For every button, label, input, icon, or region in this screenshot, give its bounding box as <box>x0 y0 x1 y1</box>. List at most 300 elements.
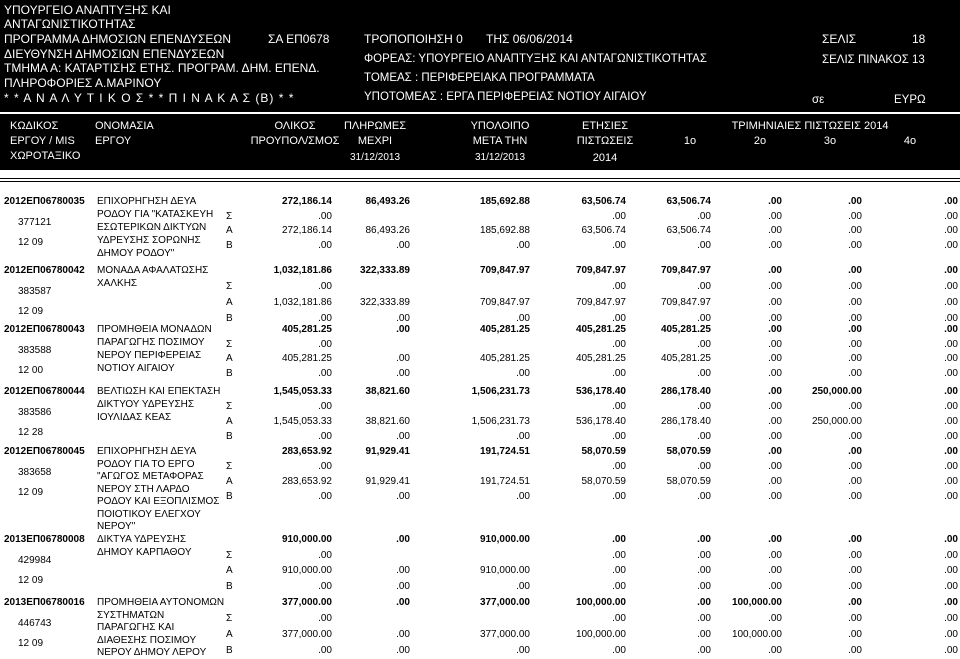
quarter-2-credit: .00 <box>768 225 782 237</box>
quarter-2-credit: .00 <box>768 367 782 379</box>
total-budget: 910,000.00 <box>281 534 332 545</box>
payments-to-date: .00 <box>396 565 410 576</box>
project-spatial-code: 12 09 <box>18 638 44 649</box>
annual-credit: .00 <box>612 580 626 592</box>
row-type-tag: Α <box>226 225 233 237</box>
info-line: ΠΛΗΡΟΦΟΡΙΕΣ Α.ΜΑΡΙΝΟΥ <box>4 76 162 90</box>
quarter-3-credit: .00 <box>848 645 862 656</box>
annual-credit: .00 <box>612 549 626 561</box>
quarter-4-credit: .00 <box>944 446 958 457</box>
quarter-4-credit: .00 <box>944 386 958 397</box>
sector-line: ΤΟΜΕΑΣ : ΠΕΡΙΦΕΡΕΙΑΚΑ ΠΡΟΓΡΑΜΜΑΤΑ <box>364 72 595 84</box>
quarter-3-credit: .00 <box>848 338 862 350</box>
quarter-4-credit: .00 <box>944 549 958 561</box>
quarter-1-credit: 709,847.97 <box>660 265 711 276</box>
payments-to-date: .00 <box>396 239 410 251</box>
col-total-1: ΟΛΙΚΟΣ <box>274 120 316 132</box>
annual-credit: .00 <box>612 534 626 545</box>
quarter-2-credit: .00 <box>768 461 782 472</box>
col-q3: 3ο <box>823 135 837 147</box>
project-name-line: ΠΑΡΑΓΩΓΗΣ ΠΟΣΙΜΟΥ <box>97 337 205 348</box>
annual-credit: 405,281.25 <box>575 353 626 364</box>
col-code-2: ΕΡΓΟΥ / MIS <box>10 135 75 147</box>
page-number: 18 <box>912 32 926 46</box>
quarter-3-credit: .00 <box>848 324 862 335</box>
project-name-line: ΥΔΡΕΥΣΗΣ ΣΟΡΩΝΗΣ <box>97 235 201 246</box>
remaining-balance: 377,000.00 <box>479 597 530 608</box>
quarter-2-credit: .00 <box>768 613 782 624</box>
quarter-2-credit: .00 <box>768 196 782 207</box>
annual-credit: .00 <box>612 367 626 379</box>
col-paid-2: ΜΕΧΡΙ <box>357 135 393 147</box>
remaining-balance: 191,724.51 <box>479 446 530 457</box>
payments-to-date: .00 <box>396 534 410 545</box>
remaining-balance: .00 <box>516 367 530 379</box>
quarter-4-credit: .00 <box>944 196 958 207</box>
annual-credit: .00 <box>612 431 626 442</box>
annual-credit: 100,000.00 <box>575 597 626 608</box>
payments-to-date: .00 <box>396 491 410 502</box>
quarter-4-credit: .00 <box>944 491 958 502</box>
payments-to-date: 91,929.41 <box>365 446 410 457</box>
quarter-4-credit: .00 <box>944 431 958 442</box>
page-label: ΣΕΛΙΣ <box>822 32 857 46</box>
quarter-1-credit: 286,178.40 <box>660 416 711 427</box>
total-budget: .00 <box>318 580 332 592</box>
col-q1: 1ο <box>683 135 697 147</box>
project-name-line: ΡΟΔΟΥ ΚΑΙ ΕΞΟΠΛΙΣΜΟΣ <box>97 496 220 507</box>
quarter-2-credit: .00 <box>768 386 782 397</box>
quarter-3-credit: .00 <box>848 476 862 487</box>
quarter-3-credit: .00 <box>848 401 862 412</box>
programme-line: ΠΡΟΓΡΑΜΜΑ ΔΗΜΟΣΙΩΝ ΕΠΕΝΔΥΣΕΩΝ <box>4 32 231 46</box>
project-name-line: ΝΕΡΟΥ" <box>97 521 136 532</box>
quarter-1-credit: .00 <box>697 597 711 608</box>
project-name-line: "ΑΓΩΓΟΣ ΜΕΤΑΦΟΡΑΣ <box>97 471 204 482</box>
project-name-line: ΜΟΝΑΔΑ ΑΦΑΛΑΤΩΣΗΣ <box>97 265 209 276</box>
quarter-2-credit: .00 <box>768 491 782 502</box>
project-code: 2012ΕΠ06780044 <box>4 386 85 397</box>
payments-to-date: .00 <box>396 645 410 656</box>
project-mis: 429984 <box>18 555 52 566</box>
quarter-2-credit: .00 <box>768 580 782 592</box>
quarter-2-credit: .00 <box>768 239 782 251</box>
payments-to-date: 322,333.89 <box>359 297 410 308</box>
remaining-balance: .00 <box>516 239 530 251</box>
quarter-3-credit: .00 <box>848 196 862 207</box>
payments-to-date: 322,333.89 <box>359 265 410 276</box>
quarter-3-credit: .00 <box>848 367 862 379</box>
quarter-4-credit: .00 <box>944 281 958 292</box>
total-budget: 377,000.00 <box>281 597 332 608</box>
annual-credit: 709,847.97 <box>575 265 626 276</box>
quarter-4-credit: .00 <box>944 534 958 545</box>
payments-to-date: 38,821.60 <box>365 416 410 427</box>
table-page: ΣΕΛΙΣ ΠΙΝΑΚΟΣ 13 <box>822 54 925 66</box>
report-date: ΤΗΣ 06/06/2014 <box>486 32 573 46</box>
col-rem-2: ΜΕΤΑ ΤΗΝ <box>472 135 528 147</box>
annual-credit: 709,847.97 <box>575 297 626 308</box>
project-name-line: ΒΕΛΤΙΩΣΗ ΚΑΙ ΕΠΕΚΤΑΣΗ <box>97 386 221 397</box>
payments-to-date: .00 <box>396 367 410 379</box>
col-total-2: ΠΡΟΥΠΟΛ/ΣΜΟΣ <box>250 135 340 147</box>
quarter-1-credit: 58,070.59 <box>666 446 711 457</box>
quarter-4-credit: .00 <box>944 265 958 276</box>
project-name-line: ΝΕΡΟΥ ΔΗΜΟΥ ΛΕΡΟΥ <box>97 647 207 658</box>
total-budget: 272,186.14 <box>281 196 332 207</box>
remaining-balance: .00 <box>516 313 530 324</box>
project-mis: 383587 <box>18 286 52 297</box>
quarter-2-credit: .00 <box>768 534 782 545</box>
quarter-1-credit: .00 <box>697 580 711 592</box>
quarter-3-credit: .00 <box>848 549 862 561</box>
quarter-3-credit: .00 <box>848 297 862 308</box>
row-type-tag: Β <box>226 431 233 442</box>
quarter-1-credit: .00 <box>697 491 711 502</box>
quarter-2-credit: .00 <box>768 549 782 561</box>
project-spatial-code: 12 09 <box>18 575 44 586</box>
remaining-balance: 709,847.97 <box>479 297 530 308</box>
quarter-4-credit: .00 <box>944 324 958 335</box>
annual-credit: 58,070.59 <box>581 476 626 487</box>
project-mis: 383588 <box>18 345 52 356</box>
row-type-tag: Σ <box>226 613 233 624</box>
project-spatial-code: 12 28 <box>18 427 44 438</box>
total-budget: 377,000.00 <box>281 629 332 640</box>
quarter-3-credit: .00 <box>848 491 862 502</box>
total-budget: 1,545,053.33 <box>273 386 332 397</box>
payments-to-date: .00 <box>396 597 410 608</box>
quarter-1-credit: 709,847.97 <box>660 297 711 308</box>
row-type-tag: Β <box>226 367 233 379</box>
annual-credit: 63,506.74 <box>581 225 626 237</box>
quarter-1-credit: .00 <box>697 431 711 442</box>
quarter-1-credit: 63,506.74 <box>666 225 711 237</box>
project-name-line: ΔΗΜΟΥ ΡΟΔΟΥ" <box>97 248 175 259</box>
col-name-2: ΕΡΓΟΥ <box>95 135 132 147</box>
remaining-balance: 377,000.00 <box>479 629 530 640</box>
quarter-4-credit: .00 <box>944 629 958 640</box>
quarter-2-credit: .00 <box>768 338 782 350</box>
quarter-3-credit: .00 <box>848 431 862 442</box>
row-type-tag: Σ <box>226 549 233 561</box>
total-budget: 283,653.92 <box>281 476 332 487</box>
row-type-tag: Σ <box>226 461 233 472</box>
quarter-3-credit: .00 <box>848 565 862 576</box>
annual-credit: .00 <box>612 210 626 222</box>
quarter-2-credit: .00 <box>768 353 782 364</box>
quarter-3-credit: .00 <box>848 281 862 292</box>
total-budget: 405,281.25 <box>281 324 332 335</box>
remaining-balance: 910,000.00 <box>479 565 530 576</box>
subsector-line: ΥΠΟΤΟΜΕΑΣ : ΕΡΓΑ ΠΕΡΙΦΕΡΕΙΑΣ ΝΟΤΙΟΥ ΑΙΓΑΙΟΥ <box>364 91 647 103</box>
quarter-1-credit: .00 <box>697 401 711 412</box>
total-budget: 405,281.25 <box>281 353 332 364</box>
project-name-line: ΝΕΡΟΥ ΣΤΗ ΛΑΡΔΟ <box>97 483 190 495</box>
project-name-line: ΔΙΑΘΕΣΗΣ ΠΟΣΙΜΟΥ <box>97 634 197 646</box>
quarter-2-credit: .00 <box>768 210 782 222</box>
project-code: 2012ΕΠ06780045 <box>4 446 85 457</box>
project-name-line: ΕΠΙΧΟΡΗΓΗΣΗ ΔΕΥΑ <box>97 446 197 457</box>
project-name-line: ΣΥΣΤΗΜΑΤΩΝ <box>97 609 165 621</box>
total-budget: .00 <box>318 613 332 624</box>
annual-credit: .00 <box>612 281 626 292</box>
quarter-2-credit: .00 <box>768 401 782 412</box>
total-budget: .00 <box>318 210 332 222</box>
total-budget: 1,545,053.33 <box>273 416 332 427</box>
quarter-4-credit: .00 <box>944 225 958 237</box>
project-spatial-code: 12 00 <box>18 365 44 376</box>
units-se: σε <box>812 94 825 106</box>
payments-to-date: .00 <box>396 324 410 335</box>
ministry-line1: ΥΠΟΥΡΓΕΙΟ ΑΝΑΠΤΥΞΗΣ ΚΑΙ <box>4 3 171 17</box>
quarter-4-credit: .00 <box>944 297 958 308</box>
total-budget: .00 <box>318 491 332 502</box>
quarter-1-credit: 405,281.25 <box>660 324 711 335</box>
row-type-tag: Σ <box>226 210 233 222</box>
project-name-line: ΠΟΙΟΤΙΚΟΥ ΕΛΕΓΧΟΥ <box>97 508 201 520</box>
total-budget: .00 <box>318 338 332 350</box>
row-type-tag: Α <box>226 297 233 308</box>
quarter-1-credit: 405,281.25 <box>660 353 711 364</box>
quarter-3-credit: .00 <box>848 613 862 624</box>
annual-credit: 536,178.40 <box>575 416 626 427</box>
remaining-balance: 185,692.88 <box>479 225 530 237</box>
project-name-line: ΝΕΡΟΥ ΠΕΡΙΦΕΡΕΙΑΣ <box>97 350 202 361</box>
annual-credit: .00 <box>612 461 626 472</box>
total-budget: 910,000.00 <box>281 565 332 576</box>
total-budget: .00 <box>318 431 332 442</box>
row-type-tag: Σ <box>226 401 233 412</box>
remaining-balance: 185,692.88 <box>479 196 530 207</box>
row-type-tag: Σ <box>226 338 233 350</box>
quarter-1-credit: .00 <box>697 549 711 561</box>
quarter-2-credit: .00 <box>768 313 782 324</box>
quarter-3-credit: .00 <box>848 265 862 276</box>
quarter-4-credit: .00 <box>944 367 958 379</box>
remaining-balance: .00 <box>516 580 530 592</box>
quarter-3-credit: .00 <box>848 461 862 472</box>
project-name-line: ΠΡΟΜΗΘΕΙΑ ΜΟΝΑΔΩΝ <box>97 324 212 335</box>
quarter-4-credit: .00 <box>944 401 958 412</box>
payments-to-date: 86,493.26 <box>365 196 410 207</box>
project-name-line: ΔΗΜΟΥ ΚΑΡΠΑΘΟΥ <box>97 547 192 558</box>
total-budget: 283,653.92 <box>281 446 332 457</box>
total-budget: .00 <box>318 367 332 379</box>
quarter-1-credit: .00 <box>697 534 711 545</box>
payments-to-date: .00 <box>396 431 410 442</box>
row-type-tag: Α <box>226 416 233 427</box>
project-name-line: ΔΙΚΤΥΟΥ ΥΔΡΕΥΣΗΣ <box>97 399 195 410</box>
quarter-1-credit: 63,506.74 <box>666 196 711 207</box>
quarter-3-credit: .00 <box>848 597 862 608</box>
header-rule-1 <box>0 178 960 179</box>
project-code: 2013ΕΠ06780016 <box>4 597 85 608</box>
quarter-1-credit: .00 <box>697 645 711 656</box>
quarter-4-credit: .00 <box>944 613 958 624</box>
quarter-2-credit: .00 <box>768 431 782 442</box>
project-mis: 446743 <box>18 618 52 629</box>
payments-to-date: .00 <box>396 580 410 592</box>
quarter-4-credit: .00 <box>944 353 958 364</box>
quarter-2-credit: .00 <box>768 476 782 487</box>
quarter-4-credit: .00 <box>944 597 958 608</box>
total-budget: .00 <box>318 313 332 324</box>
quarter-3-credit: 250,000.00 <box>811 386 862 397</box>
header-rule-2 <box>0 181 960 182</box>
annual-credit: 63,506.74 <box>581 196 626 207</box>
row-type-tag: Α <box>226 476 233 487</box>
project-mis: 377121 <box>18 217 52 228</box>
quarter-3-credit: .00 <box>848 353 862 364</box>
col-rem-3: 31/12/2013 <box>474 152 526 163</box>
col-annual-2: ΠΙΣΤΩΣΕΙΣ <box>576 135 634 147</box>
project-code: 2013ΕΠ06780008 <box>4 534 85 545</box>
quarter-3-credit: .00 <box>848 629 862 640</box>
project-name-line: ΡΟΔΟΥ ΓΙΑ ΤΟ ΕΡΓΟ <box>97 458 195 470</box>
project-name-line: ΙΟΥΛΙΔΑΣ ΚΕΑΣ <box>97 412 172 423</box>
col-paid-1: ΠΛΗΡΩΜΕΣ <box>343 120 407 132</box>
quarter-4-credit: .00 <box>944 239 958 251</box>
total-budget: .00 <box>318 281 332 292</box>
quarter-2-credit: .00 <box>768 297 782 308</box>
total-budget: 1,032,181.86 <box>273 265 332 276</box>
payments-to-date: 86,493.26 <box>365 225 410 237</box>
quarter-4-credit: .00 <box>944 565 958 576</box>
quarter-4-credit: .00 <box>944 476 958 487</box>
col-rem-1: ΥΠΟΛΟΙΠΟ <box>470 120 530 132</box>
row-type-tag: Σ <box>226 281 233 292</box>
report-header <box>0 0 960 112</box>
col-code-1: ΚΩΔΙΚΟΣ <box>10 120 59 132</box>
total-budget: .00 <box>318 401 332 412</box>
quarter-1-credit: .00 <box>697 281 711 292</box>
analytic-title: * * Α Ν Α Λ Υ Τ Ι Κ Ο Σ * * Π Ι Ν Α Κ Α Σ (Β) * * <box>4 91 295 105</box>
quarter-3-credit: .00 <box>848 580 862 592</box>
row-type-tag: Β <box>226 580 233 592</box>
quarter-1-credit: .00 <box>697 313 711 324</box>
quarter-1-credit: .00 <box>697 613 711 624</box>
project-name-line: ΠΡΟΜΗΘΕΙΑ ΑΥΤΟΝΟΜΩΝ <box>97 597 225 608</box>
quarter-4-credit: .00 <box>944 338 958 350</box>
remaining-balance: .00 <box>516 431 530 442</box>
payments-to-date: .00 <box>396 629 410 640</box>
annual-credit: .00 <box>612 338 626 350</box>
quarter-3-credit: .00 <box>848 534 862 545</box>
quarter-2-credit: .00 <box>768 265 782 276</box>
row-type-tag: Β <box>226 239 233 251</box>
quarter-2-credit: .00 <box>768 645 782 656</box>
annual-credit: 536,178.40 <box>575 386 626 397</box>
quarter-1-credit: .00 <box>697 338 711 350</box>
quarter-3-credit: .00 <box>848 313 862 324</box>
annual-credit: .00 <box>612 491 626 502</box>
section-line: ΤΜΗΜΑ Α: ΚΑΤΑΡΤΙΣΗΣ ΕΤΗΣ. ΠΡΟΓΡΑΜ. ΔΗΜ. ΕΠΕΝΔ. <box>4 61 320 75</box>
project-code: 2012ΕΠ06780042 <box>4 265 85 276</box>
annual-credit: .00 <box>612 313 626 324</box>
payments-to-date: 91,929.41 <box>365 476 410 487</box>
quarter-3-credit: .00 <box>848 446 862 457</box>
agency-line: ΦΟΡΕΑΣ: ΥΠΟΥΡΓΕΙΟ ΑΝΑΠΤΥΞΗΣ ΚΑΙ ΑΝΤΑΓΩΝΙΣΤΙΚΟΤΗΤΑΣ <box>364 53 707 65</box>
modification-no: ΤΡΟΠΟΠΟΙΗΣΗ 0 <box>364 32 463 46</box>
project-name-line: ΕΣΩΤΕΡΙΚΩΝ ΔΙΚΤΥΩΝ <box>97 222 207 233</box>
total-budget: .00 <box>318 461 332 472</box>
project-code: 2012ΕΠ06780043 <box>4 324 85 335</box>
quarter-2-credit: .00 <box>768 324 782 335</box>
quarter-1-credit: .00 <box>697 461 711 472</box>
col-q2: 2ο <box>753 135 767 147</box>
row-type-tag: Α <box>226 565 233 576</box>
remaining-balance: 1,506,231.73 <box>471 416 530 427</box>
quarter-3-credit: .00 <box>848 239 862 251</box>
row-type-tag: Α <box>226 353 233 364</box>
remaining-balance: 1,506,231.73 <box>471 386 530 397</box>
remaining-balance: 405,281.25 <box>479 353 530 364</box>
row-type-tag: Β <box>226 313 233 324</box>
annual-credit: .00 <box>612 645 626 656</box>
quarter-2-credit: 100,000.00 <box>731 629 782 640</box>
total-budget: .00 <box>318 239 332 251</box>
quarter-2-credit: .00 <box>768 565 782 576</box>
annual-credit: .00 <box>612 565 626 576</box>
units-eur: ΕΥΡΩ <box>894 94 926 106</box>
sa-code: ΣΑ ΕΠ0678 <box>268 32 330 46</box>
project-name-line: ΕΠΙΧΟΡΗΓΗΣΗ ΔΕΥΑ <box>97 196 197 207</box>
project-code: 2012ΕΠ06780035 <box>4 196 85 207</box>
remaining-balance: .00 <box>516 491 530 502</box>
project-spatial-code: 12 09 <box>18 306 44 317</box>
quarter-4-credit: .00 <box>944 416 958 427</box>
project-spatial-code: 12 09 <box>18 487 44 498</box>
project-name-line: ΝΟΤΙΟΥ ΑΙΓΑΙΟΥ <box>97 363 175 374</box>
remaining-balance: 910,000.00 <box>479 534 530 545</box>
quarter-3-credit: .00 <box>848 225 862 237</box>
quarter-1-credit: .00 <box>697 210 711 222</box>
quarter-4-credit: .00 <box>944 580 958 592</box>
quarter-2-credit: .00 <box>768 416 782 427</box>
quarter-1-credit: .00 <box>697 565 711 576</box>
quarter-2-credit: 100,000.00 <box>731 597 782 608</box>
column-header-band <box>0 114 960 170</box>
annual-credit: 405,281.25 <box>575 324 626 335</box>
total-budget: 272,186.14 <box>281 225 332 237</box>
remaining-balance: .00 <box>516 645 530 656</box>
payments-to-date: .00 <box>396 313 410 324</box>
row-type-tag: Β <box>226 491 233 502</box>
quarter-1-credit: .00 <box>697 367 711 379</box>
quarter-2-credit: .00 <box>768 281 782 292</box>
payments-to-date: .00 <box>396 353 410 364</box>
quarter-3-credit: 250,000.00 <box>811 416 862 427</box>
col-quarterly: ΤΡΙΜΗΝΙΑΙΕΣ ΠΙΣΤΩΣΕΙΣ 2014 <box>731 120 889 132</box>
quarter-3-credit: .00 <box>848 210 862 222</box>
row-type-tag: Β <box>226 645 233 656</box>
quarter-2-credit: .00 <box>768 446 782 457</box>
col-paid-3: 31/12/2013 <box>349 152 401 163</box>
annual-credit: .00 <box>612 401 626 412</box>
payments-to-date: 38,821.60 <box>365 386 410 397</box>
total-budget: 1,032,181.86 <box>273 297 332 308</box>
row-type-tag: Α <box>226 629 233 640</box>
col-q4: 4ο <box>903 135 917 147</box>
remaining-balance: 191,724.51 <box>479 476 530 487</box>
total-budget: .00 <box>318 549 332 561</box>
col-annual-3: 2014 <box>592 152 618 164</box>
quarter-4-credit: .00 <box>944 313 958 324</box>
remaining-balance: 709,847.97 <box>479 265 530 276</box>
project-mis: 383658 <box>18 467 52 478</box>
annual-credit: .00 <box>612 239 626 251</box>
